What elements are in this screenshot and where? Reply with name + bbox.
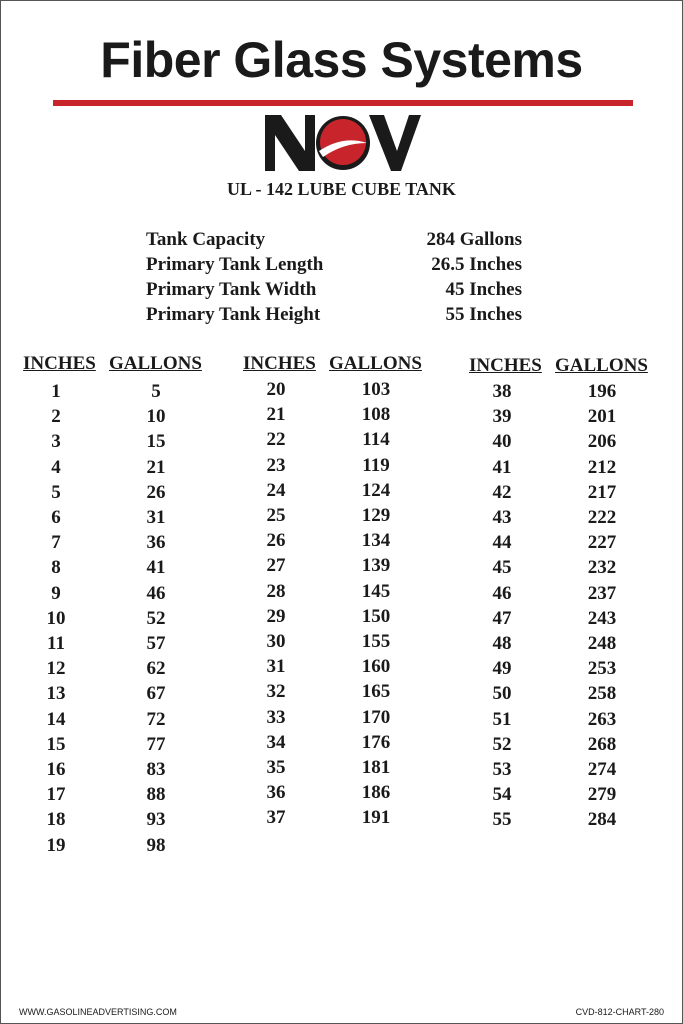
inches-cell: 39 bbox=[492, 406, 512, 428]
gallons-cell: 206 bbox=[587, 431, 617, 453]
column-header-inches: INCHES bbox=[243, 353, 316, 374]
gallons-cell: 52 bbox=[146, 607, 166, 629]
column-header-gallons: GALLONS bbox=[555, 355, 648, 376]
gallons-cell: 119 bbox=[362, 454, 390, 476]
gallons-cell: 155 bbox=[361, 631, 391, 652]
gallons-cell: 83 bbox=[146, 759, 166, 780]
column-header-gallons: GALLONS bbox=[109, 353, 202, 374]
inches-cell: 8 bbox=[51, 557, 61, 579]
inches-cell: 28 bbox=[266, 580, 286, 602]
inches-cell: 23 bbox=[266, 454, 286, 476]
inches-cell: 47 bbox=[492, 607, 512, 629]
title-rule bbox=[53, 100, 633, 106]
gallons-cell: 31 bbox=[146, 507, 166, 528]
inches-cell: 13 bbox=[46, 683, 66, 705]
gallons-cell: 212 bbox=[587, 456, 617, 478]
gallons-cell: 114 bbox=[362, 429, 390, 451]
inches-cell: 36 bbox=[266, 782, 286, 804]
inches-cell: 38 bbox=[492, 381, 512, 402]
gallons-cell: 129 bbox=[361, 505, 391, 526]
gallons-cell: 124 bbox=[361, 479, 391, 501]
gallons-cell: 191 bbox=[361, 807, 391, 829]
gallons-cell: 258 bbox=[587, 683, 617, 705]
brand-title: Fiber Glass Systems bbox=[100, 32, 583, 88]
gallons-cell: 170 bbox=[361, 706, 391, 728]
inches-cell: 4 bbox=[51, 456, 61, 478]
inches-cell: 1 bbox=[51, 381, 61, 402]
gallons-cell: 93 bbox=[146, 809, 166, 831]
inches-cell: 29 bbox=[266, 605, 286, 627]
gallons-cell: 77 bbox=[146, 733, 166, 755]
inches-cell: 2 bbox=[51, 406, 61, 428]
gallons-cell: 227 bbox=[587, 532, 617, 554]
gallons-cell: 201 bbox=[587, 406, 617, 428]
inches-cell: 55 bbox=[492, 809, 512, 831]
gallons-cell: 263 bbox=[587, 708, 617, 730]
spec-value: 55 Inches bbox=[445, 304, 522, 325]
gallons-cell: 217 bbox=[587, 481, 617, 503]
gallons-cell: 274 bbox=[587, 759, 617, 780]
gallons-cell: 150 bbox=[361, 605, 391, 627]
gallons-cell: 165 bbox=[361, 681, 391, 703]
gallons-cell: 21 bbox=[146, 456, 166, 478]
gallons-cell: 268 bbox=[587, 733, 617, 755]
gallons-cell: 46 bbox=[146, 582, 166, 604]
gallons-cell: 222 bbox=[587, 507, 617, 528]
inches-cell: 25 bbox=[266, 505, 286, 526]
inches-cell: 53 bbox=[492, 759, 512, 780]
gallons-cell: 196 bbox=[587, 381, 617, 402]
inches-cell: 7 bbox=[51, 532, 61, 554]
inches-cell: 6 bbox=[51, 507, 61, 528]
column-header-inches: INCHES bbox=[23, 353, 96, 374]
gallons-cell: 139 bbox=[361, 555, 391, 577]
gallons-cell: 186 bbox=[361, 782, 391, 804]
inches-cell: 20 bbox=[266, 379, 286, 400]
gallons-cell: 248 bbox=[587, 633, 617, 654]
column-header-inches: INCHES bbox=[469, 355, 542, 376]
spec-label: Primary Tank Width bbox=[146, 279, 317, 300]
gallons-cell: 103 bbox=[361, 379, 391, 400]
inches-cell: 42 bbox=[492, 481, 512, 503]
spec-value: 284 Gallons bbox=[426, 229, 522, 250]
gallons-cell: 15 bbox=[146, 431, 166, 453]
gallons-cell: 26 bbox=[146, 481, 166, 503]
inches-cell: 40 bbox=[492, 431, 512, 453]
tank-subtitle: UL - 142 LUBE CUBE TANK bbox=[227, 179, 456, 199]
gallons-cell: 284 bbox=[587, 809, 617, 831]
inches-cell: 49 bbox=[492, 658, 512, 680]
spec-value: 45 Inches bbox=[445, 279, 522, 300]
inches-cell: 31 bbox=[266, 656, 286, 678]
inches-cell: 50 bbox=[492, 683, 512, 705]
inches-cell: 51 bbox=[492, 708, 512, 730]
inches-cell: 21 bbox=[266, 404, 286, 426]
gallons-cell: 160 bbox=[361, 656, 391, 678]
nov-logo-icon bbox=[263, 113, 423, 173]
inches-cell: 9 bbox=[51, 582, 61, 604]
spec-label: Tank Capacity bbox=[146, 229, 266, 250]
gallons-cell: 134 bbox=[361, 530, 391, 552]
gallons-cell: 36 bbox=[146, 532, 166, 554]
inches-cell: 19 bbox=[46, 834, 66, 856]
inches-cell: 22 bbox=[266, 429, 286, 451]
inches-cell: 41 bbox=[492, 456, 512, 478]
inches-cell: 54 bbox=[492, 784, 512, 806]
inches-cell: 26 bbox=[266, 530, 286, 552]
inches-cell: 16 bbox=[46, 759, 66, 780]
column-header-gallons: GALLONS bbox=[329, 353, 422, 374]
spec-label: Primary Tank Height bbox=[146, 304, 321, 325]
inches-cell: 11 bbox=[47, 633, 65, 654]
inches-cell: 30 bbox=[266, 631, 286, 652]
gallons-cell: 279 bbox=[587, 784, 617, 806]
gallons-cell: 237 bbox=[587, 582, 617, 604]
gallons-cell: 10 bbox=[146, 406, 166, 428]
inches-cell: 12 bbox=[46, 658, 66, 680]
gallons-cell: 98 bbox=[146, 834, 166, 856]
gallons-cell: 243 bbox=[587, 607, 617, 629]
gallons-cell: 62 bbox=[146, 658, 166, 680]
gallons-cell: 145 bbox=[361, 580, 391, 602]
spec-value: 26.5 Inches bbox=[431, 254, 522, 275]
gallons-cell: 181 bbox=[361, 757, 391, 778]
inches-cell: 43 bbox=[492, 507, 512, 528]
inches-cell: 48 bbox=[492, 633, 512, 654]
inches-cell: 32 bbox=[266, 681, 286, 703]
inches-cell: 10 bbox=[46, 607, 66, 629]
inches-cell: 52 bbox=[492, 733, 512, 755]
gallons-cell: 41 bbox=[146, 557, 166, 579]
footer-code: CVD-812-CHART-280 bbox=[575, 1007, 664, 1017]
inches-cell: 24 bbox=[266, 479, 286, 501]
gallons-cell: 108 bbox=[361, 404, 391, 426]
inches-cell: 18 bbox=[46, 809, 66, 831]
inches-cell: 15 bbox=[46, 733, 66, 755]
gallons-cell: 88 bbox=[146, 784, 166, 806]
inches-cell: 44 bbox=[492, 532, 512, 554]
gallons-cell: 253 bbox=[587, 658, 617, 680]
inches-cell: 14 bbox=[46, 708, 66, 730]
gallons-cell: 72 bbox=[146, 708, 166, 730]
inches-cell: 35 bbox=[266, 757, 286, 778]
footer-website: WWW.GASOLINEADVERTISING.COM bbox=[19, 1007, 177, 1017]
inches-cell: 46 bbox=[492, 582, 512, 604]
inches-cell: 17 bbox=[46, 784, 66, 806]
inches-cell: 45 bbox=[492, 557, 512, 579]
inches-cell: 33 bbox=[266, 706, 286, 728]
gallons-cell: 57 bbox=[146, 633, 166, 654]
inches-cell: 5 bbox=[51, 481, 61, 503]
gallons-cell: 176 bbox=[361, 731, 391, 753]
spec-label: Primary Tank Length bbox=[146, 254, 324, 275]
gallons-cell: 232 bbox=[587, 557, 617, 579]
gallons-cell: 67 bbox=[146, 683, 166, 705]
inches-cell: 3 bbox=[51, 431, 61, 453]
inches-cell: 37 bbox=[266, 807, 286, 829]
inches-cell: 34 bbox=[266, 731, 286, 753]
gallons-cell: 5 bbox=[151, 381, 161, 402]
inches-cell: 27 bbox=[266, 555, 286, 577]
